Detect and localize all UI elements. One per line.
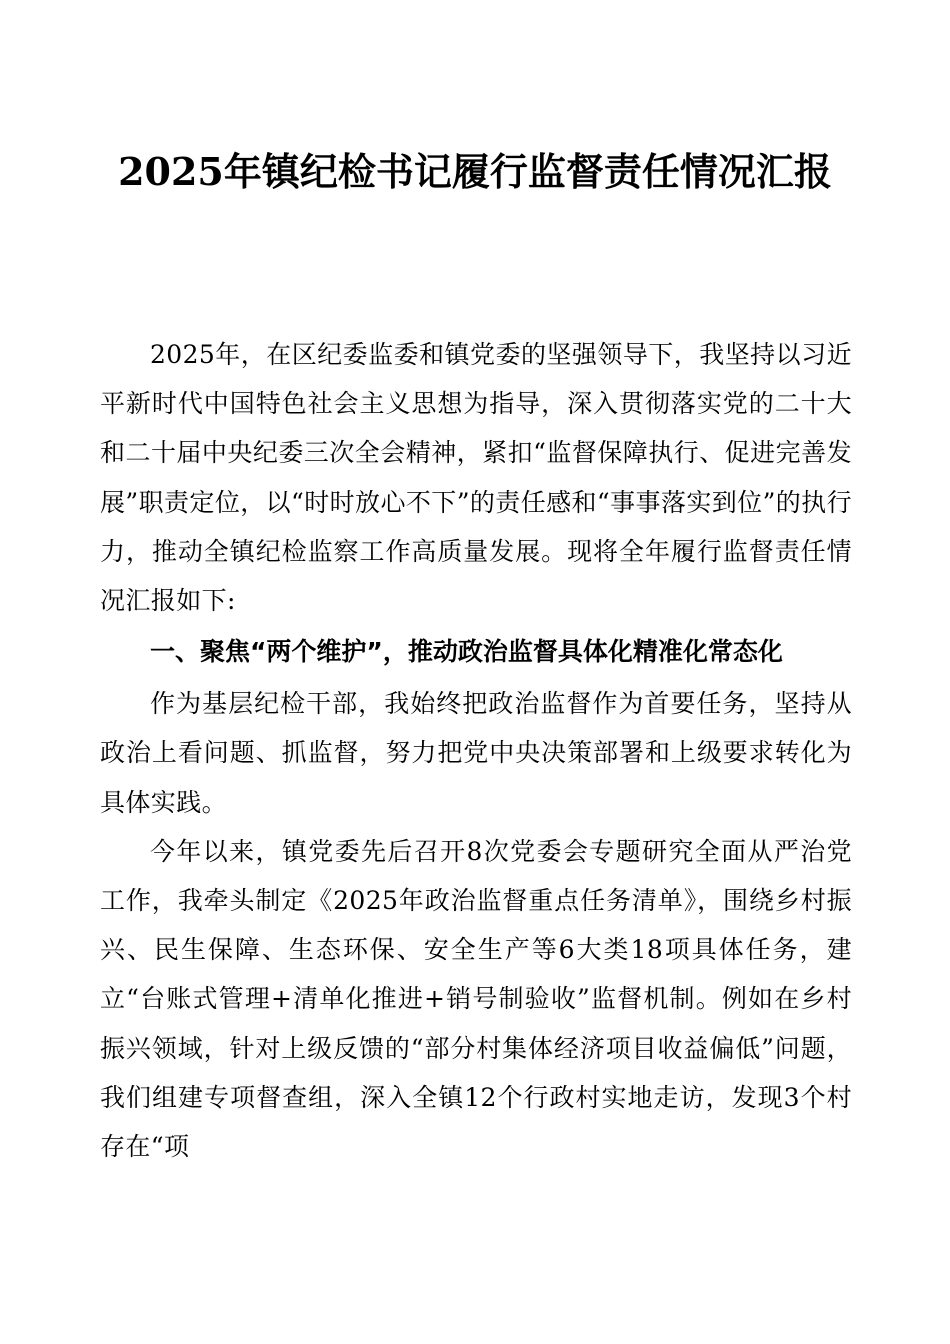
document-body (100, 330, 852, 1171)
section-heading-1: 一、聚焦“两个维护”，推动政治监督具体化精准化常态化 (150, 637, 783, 667)
section1-paragraph-1: 作为基层纪检干部，我始终把政治监督作为首要任务，坚持从政治上看问题、抓监督，努力把党中央决策部署和上级要求转化为具体实践。 (100, 689, 852, 817)
document-title: 2025年镇纪检书记履行监督责任情况汇报 (118, 149, 832, 194)
intro-paragraph: 2025年，在区纪委监委和镇党委的坚强领导下，我坚持以习近平新时代中国特色社会主义思想为指导，深入贯彻落实党的二十大和二十届中央纪委三次全会精神，紧扣“监督保障执行、促进完善发展”职责定位，以“时时放心不下”的责任感和“事事落实到位”的执行力，推动全镇纪检监察工作高质量发展。现将全年履行监督责任情况汇报如下: (100, 340, 852, 616)
section1-paragraph-2: 今年以来，镇党委先后召开8次党委会专题研究全面从严治党工作，我牵头制定《2025年政治监督重点任务清单》，围绕乡村振兴、民生保障、生态环保、安全生产等6大类18项具体任务，建立“台账式管理+清单化推进+销号制验收”监督机制。例如在乡村振兴领域，针对上级反馈的“部分村集体经济项目收益偏低”问题，我们组建专项督查组，深入全镇12个行政村实地走访，发现3个村存在“项 (100, 836, 852, 1162)
